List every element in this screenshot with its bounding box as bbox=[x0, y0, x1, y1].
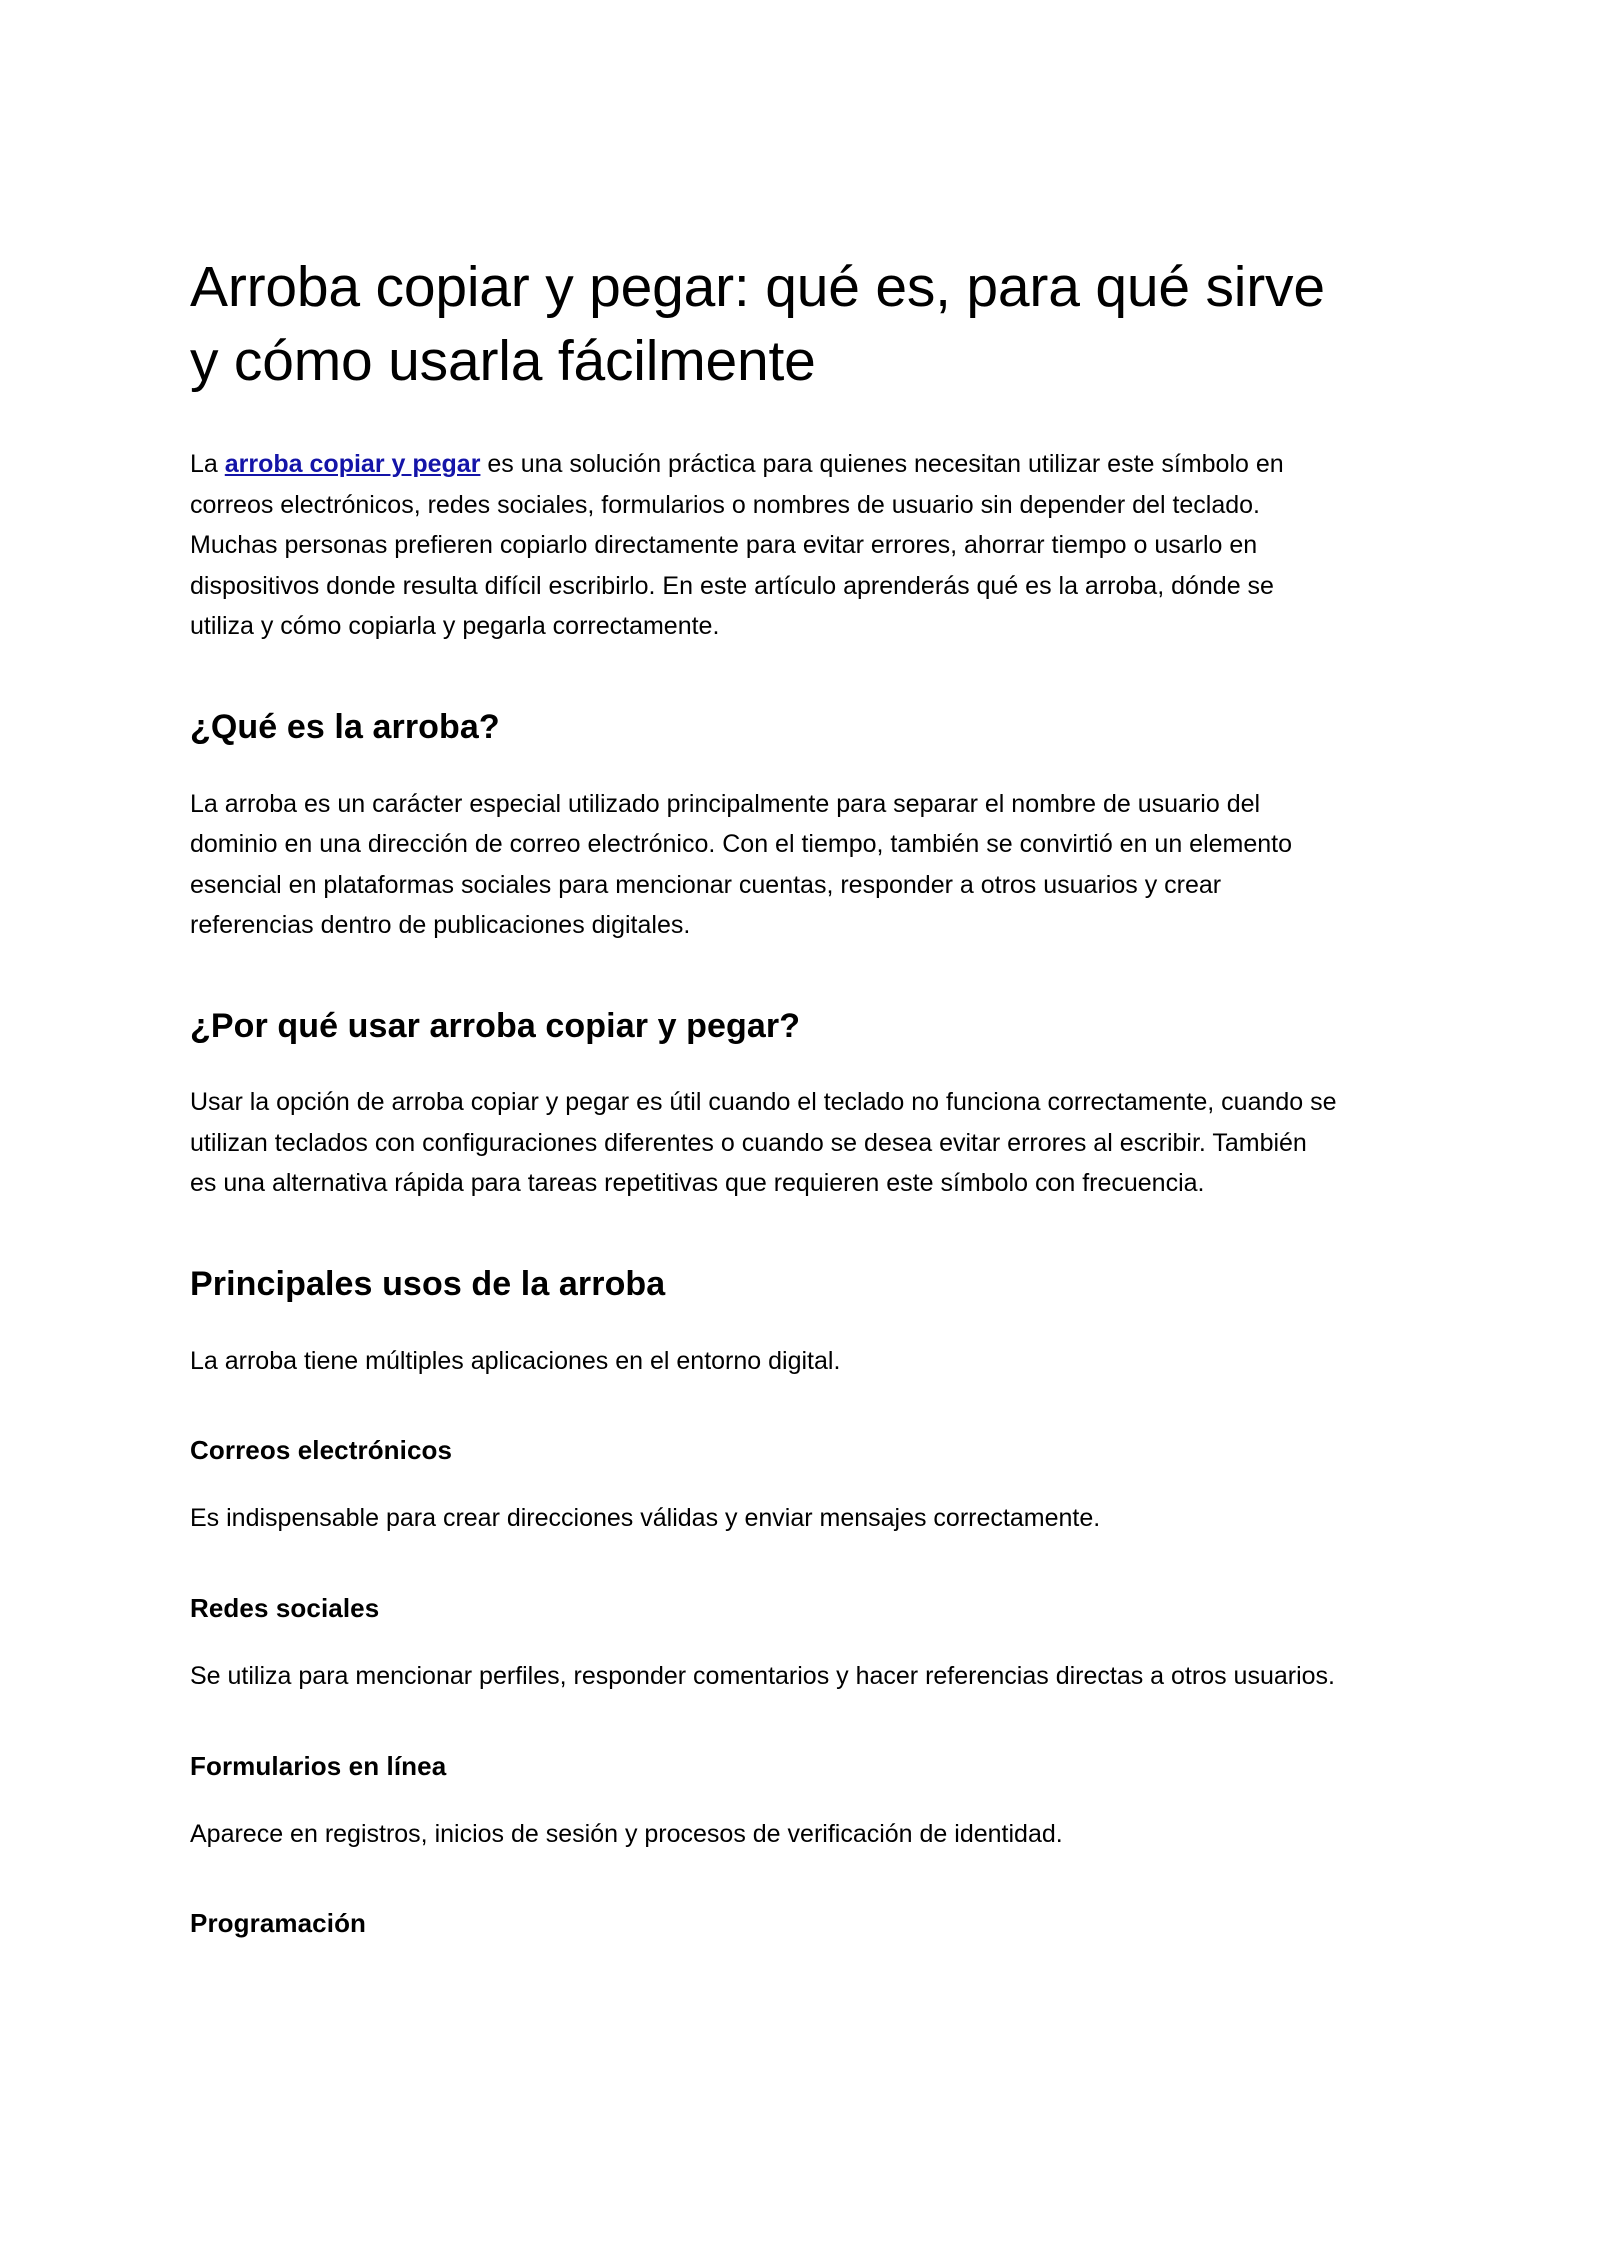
section-heading-por-que-usar-arroba-copiar-y-pegar: ¿Por qué usar arroba copiar y pegar? bbox=[190, 1006, 801, 1045]
subsection-heading-correos-electronicos: Correos electrónicos bbox=[190, 1435, 453, 1466]
page-title: Arroba copiar y pegar: qué es, para qué sirve y cómo usarla fácilmente bbox=[190, 255, 1325, 394]
document-content bbox=[190, 250, 1340, 1971]
section-paragraph-por-que-usar-arroba-copiar-y-pegar: Usar la opción de arroba copiar y pegar es útil cuando el teclado no funciona correctamente, cuando se utilizan teclados con configuraciones diferentes o cuando se desea evitar errores al escribir. También es una alternativa rápida para tareas repetitivas que requieren este símbolo con frecuencia. bbox=[190, 1088, 1337, 1198]
subsection-paragraph-correos-electronicos: Es indispensable para crear direcciones válidas y enviar mensajes correctamente. bbox=[190, 1504, 1101, 1533]
section-paragraph-que-es-la-arroba: La arroba es un carácter especial utilizado principalmente para separar el nombre de usuario del dominio en una dirección de correo electrónico. Con el tiempo, también se convirtió en un elemento esencial en plataformas sociales para mencionar cuentas, responder a otros usuarios y crear referencias dentro de publicaciones digitales. bbox=[190, 789, 1293, 940]
subsection-heading-programacion: Programación bbox=[190, 1908, 367, 1939]
section-paragraph-principales-usos-de-la-arroba: La arroba tiene múltiples aplicaciones en el entorno digital. bbox=[190, 1346, 841, 1375]
subsection-paragraph-redes-sociales: Se utiliza para mencionar perfiles, responder comentarios y hacer referencias directas a otros usuarios. bbox=[190, 1662, 1335, 1690]
intro-lead-prefix: La bbox=[190, 450, 225, 479]
section-heading-que-es-la-arroba: ¿Qué es la arroba? bbox=[190, 707, 500, 746]
arroba-copiar-y-pegar-link[interactable]: arroba copiar y pegar bbox=[224, 450, 481, 479]
subsection-paragraph-formularios-en-linea: Aparece en registros, inicios de sesión y procesos de verificación de identidad. bbox=[190, 1819, 1063, 1848]
subsection-heading-formularios-en-linea: Formularios en línea bbox=[190, 1750, 447, 1781]
subsection-heading-redes-sociales: Redes sociales bbox=[190, 1592, 380, 1623]
intro-paragraph bbox=[190, 444, 1340, 647]
intro-body-text: es una solución práctica para quienes necesitan utilizar este símbolo en correos electrónicos, redes sociales, formularios o nombres de usuario sin depender del teclado. Muchas personas prefieren copiarlo directamente para evitar errores, ahorrar tiempo o usarlo en dispositivos donde resulta difícil escribirlo. En este artículo aprenderás qué es la arroba, dónde se utiliza y cómo copiarla y pegarla correctamente. bbox=[190, 450, 1284, 641]
section-heading-principales-usos-de-la-arroba: Principales usos de la arroba bbox=[190, 1264, 666, 1303]
